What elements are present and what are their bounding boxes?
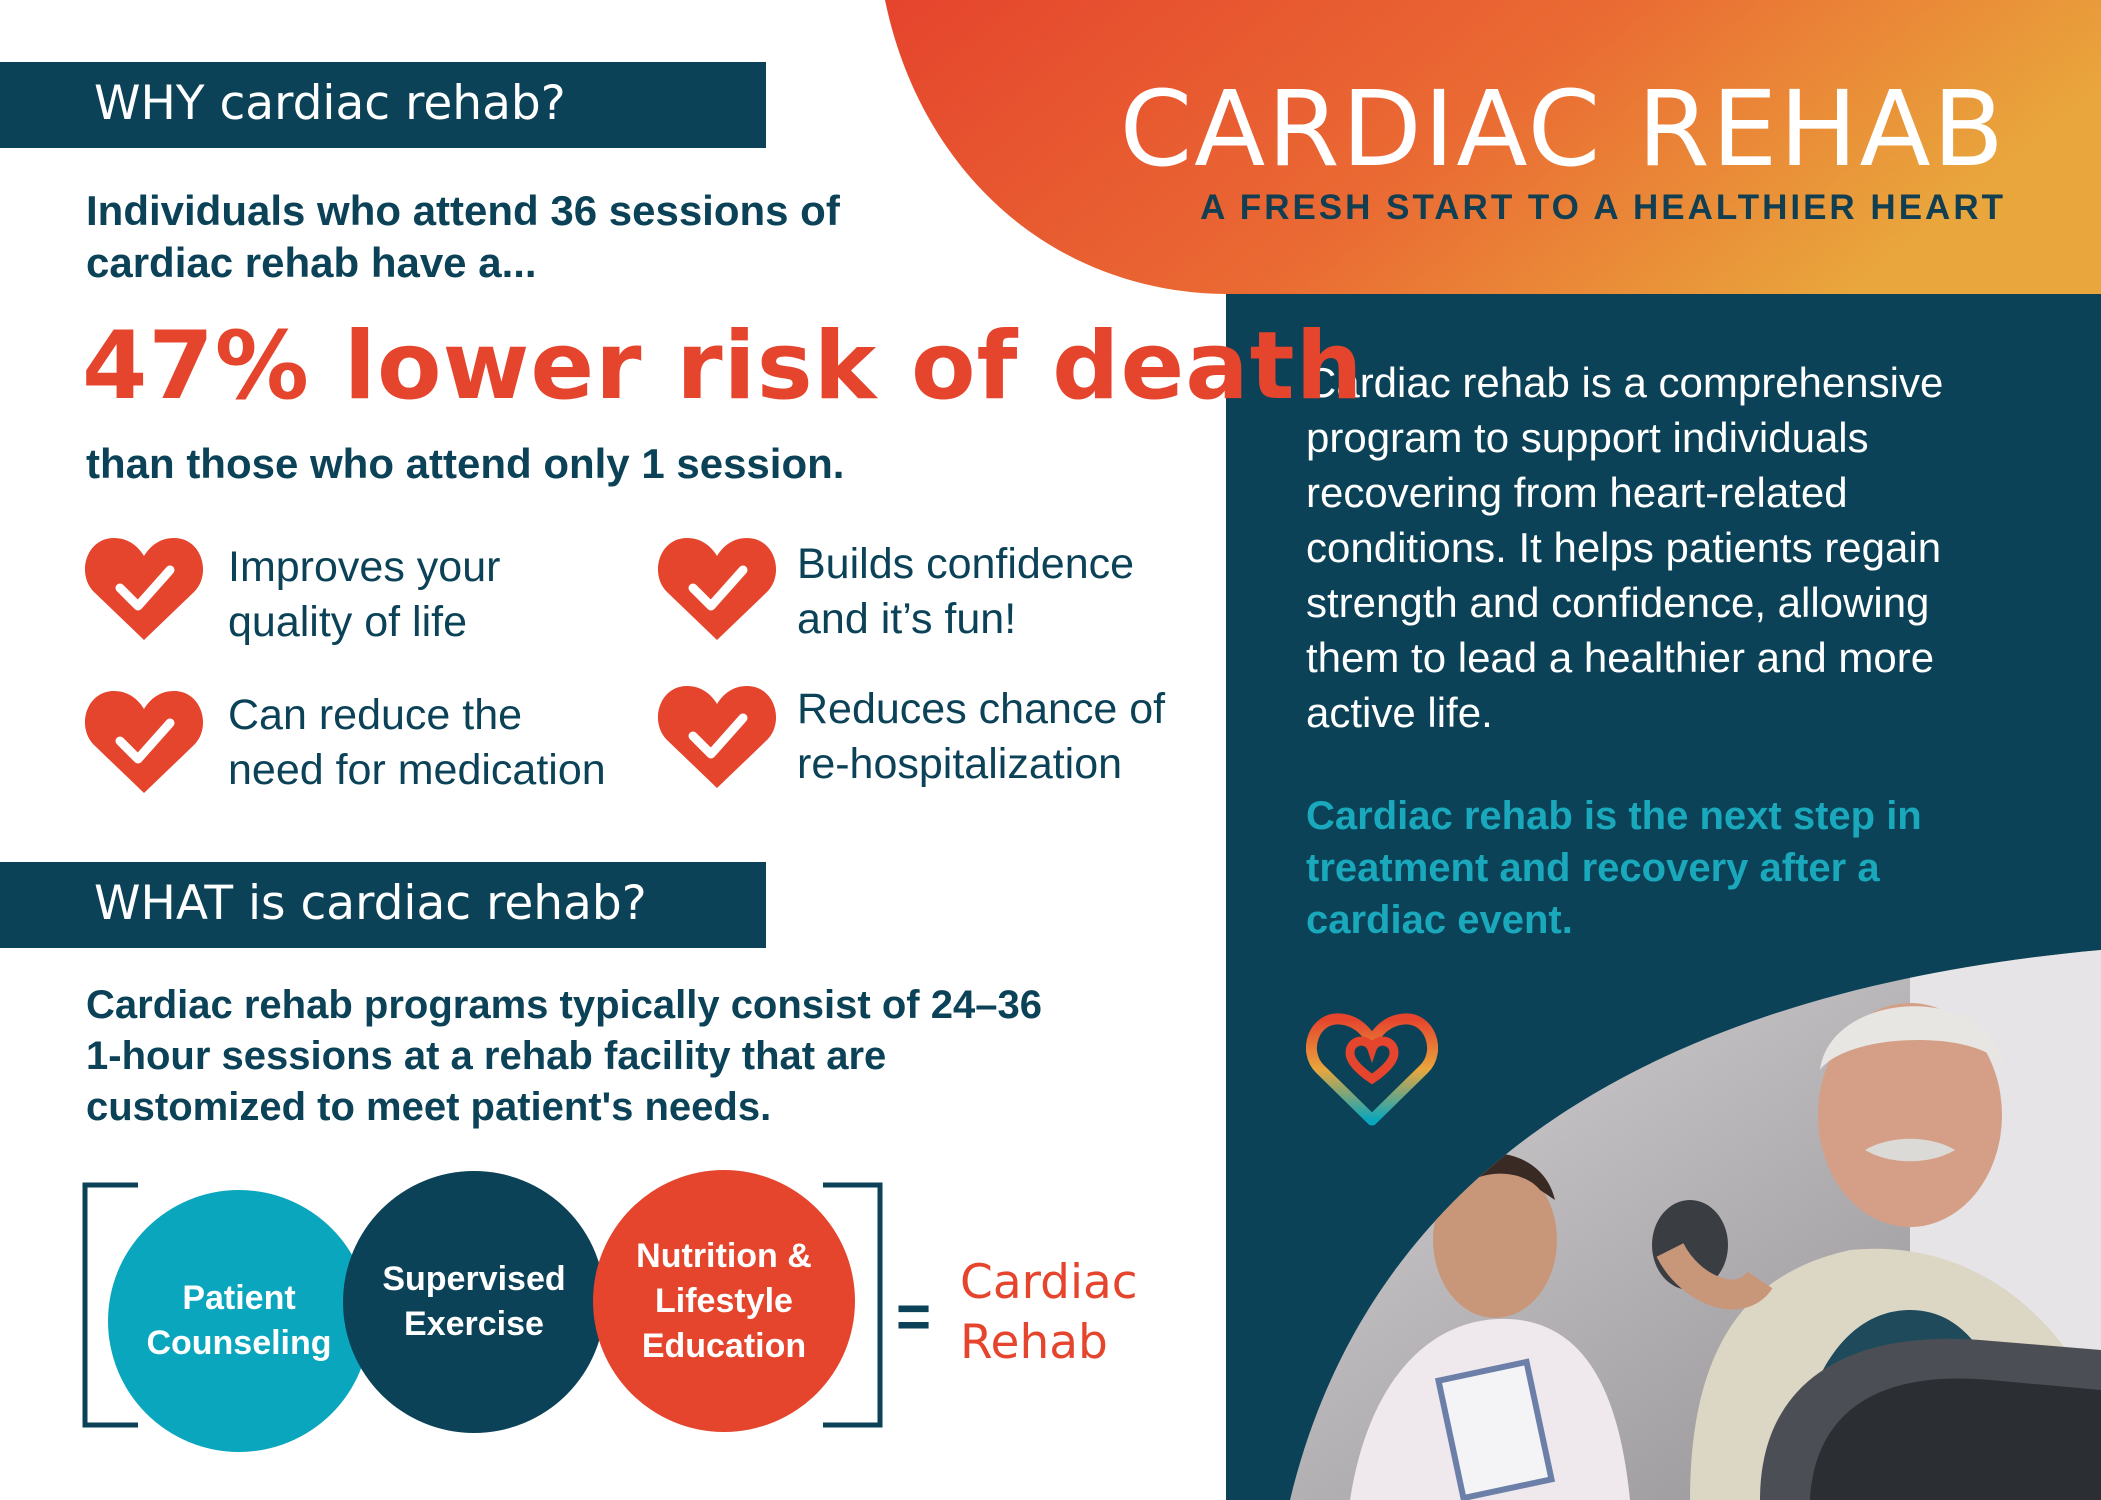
panel-description: Cardiac rehab is a comprehensive program to support individuals recovering from heart-related conditions. It helps patients regain strength and confidence, allowing them to lead a healthier and more active life. bbox=[1306, 359, 1944, 736]
why-heading-bar bbox=[0, 62, 766, 148]
component-circle bbox=[108, 1190, 370, 1452]
what-heading: WHAT is cardiac rehab? bbox=[94, 876, 647, 931]
panel-highlight: Cardiac rehab is the next step in treatment and recovery after a cardiac event. bbox=[1306, 794, 1922, 942]
component-label: Nutrition & Lifestyle Education bbox=[636, 1236, 812, 1365]
equation-result: Cardiac Rehab bbox=[960, 1255, 1138, 1370]
what-heading-bar bbox=[0, 862, 766, 948]
benefit-line: re-hospitalization bbox=[797, 740, 1123, 788]
heart-check-icon bbox=[82, 685, 206, 797]
benefit-item bbox=[228, 540, 500, 650]
benefit-line: Can reduce the bbox=[228, 691, 523, 739]
heart-check-icon bbox=[82, 532, 206, 644]
statistic-note: than those who attend only 1 session. bbox=[86, 440, 845, 487]
benefit-line: need for medication bbox=[228, 746, 606, 794]
equals-sign: = bbox=[896, 1283, 932, 1350]
heart-check-icon bbox=[655, 680, 779, 792]
component-label: Supervised Exercise bbox=[382, 1260, 566, 1343]
why-intro: Individuals who attend 36 sessions of cardiac rehab have a... bbox=[86, 187, 840, 286]
benefit-item bbox=[797, 537, 1134, 647]
heart-logo-icon bbox=[1306, 1005, 1438, 1127]
heart-check-icon bbox=[655, 532, 779, 644]
benefit-line: Reduces chance of bbox=[797, 685, 1166, 733]
benefit-item bbox=[797, 682, 1165, 792]
benefit-line: Improves your bbox=[228, 543, 501, 591]
component-circle bbox=[343, 1171, 605, 1433]
why-heading: WHY cardiac rehab? bbox=[94, 76, 566, 131]
benefit-item bbox=[228, 688, 606, 798]
what-description: Cardiac rehab programs typically consist of 24–36 1-hour sessions at a rehab facility that are customized to meet patient's needs. bbox=[86, 983, 1042, 1129]
page-subtitle: A FRESH START TO A HEALTHIER HEART bbox=[1200, 188, 2006, 227]
benefit-line: quality of life bbox=[228, 598, 468, 646]
statistic-headline: 47% lower risk of death bbox=[82, 312, 1364, 421]
benefit-line: Builds confidence bbox=[797, 540, 1135, 588]
component-circle bbox=[593, 1170, 855, 1432]
benefit-line: and it’s fun! bbox=[797, 595, 1017, 643]
component-label: Patient Counseling bbox=[146, 1279, 332, 1362]
page-title: CARDIAC REHAB bbox=[1119, 68, 2006, 190]
